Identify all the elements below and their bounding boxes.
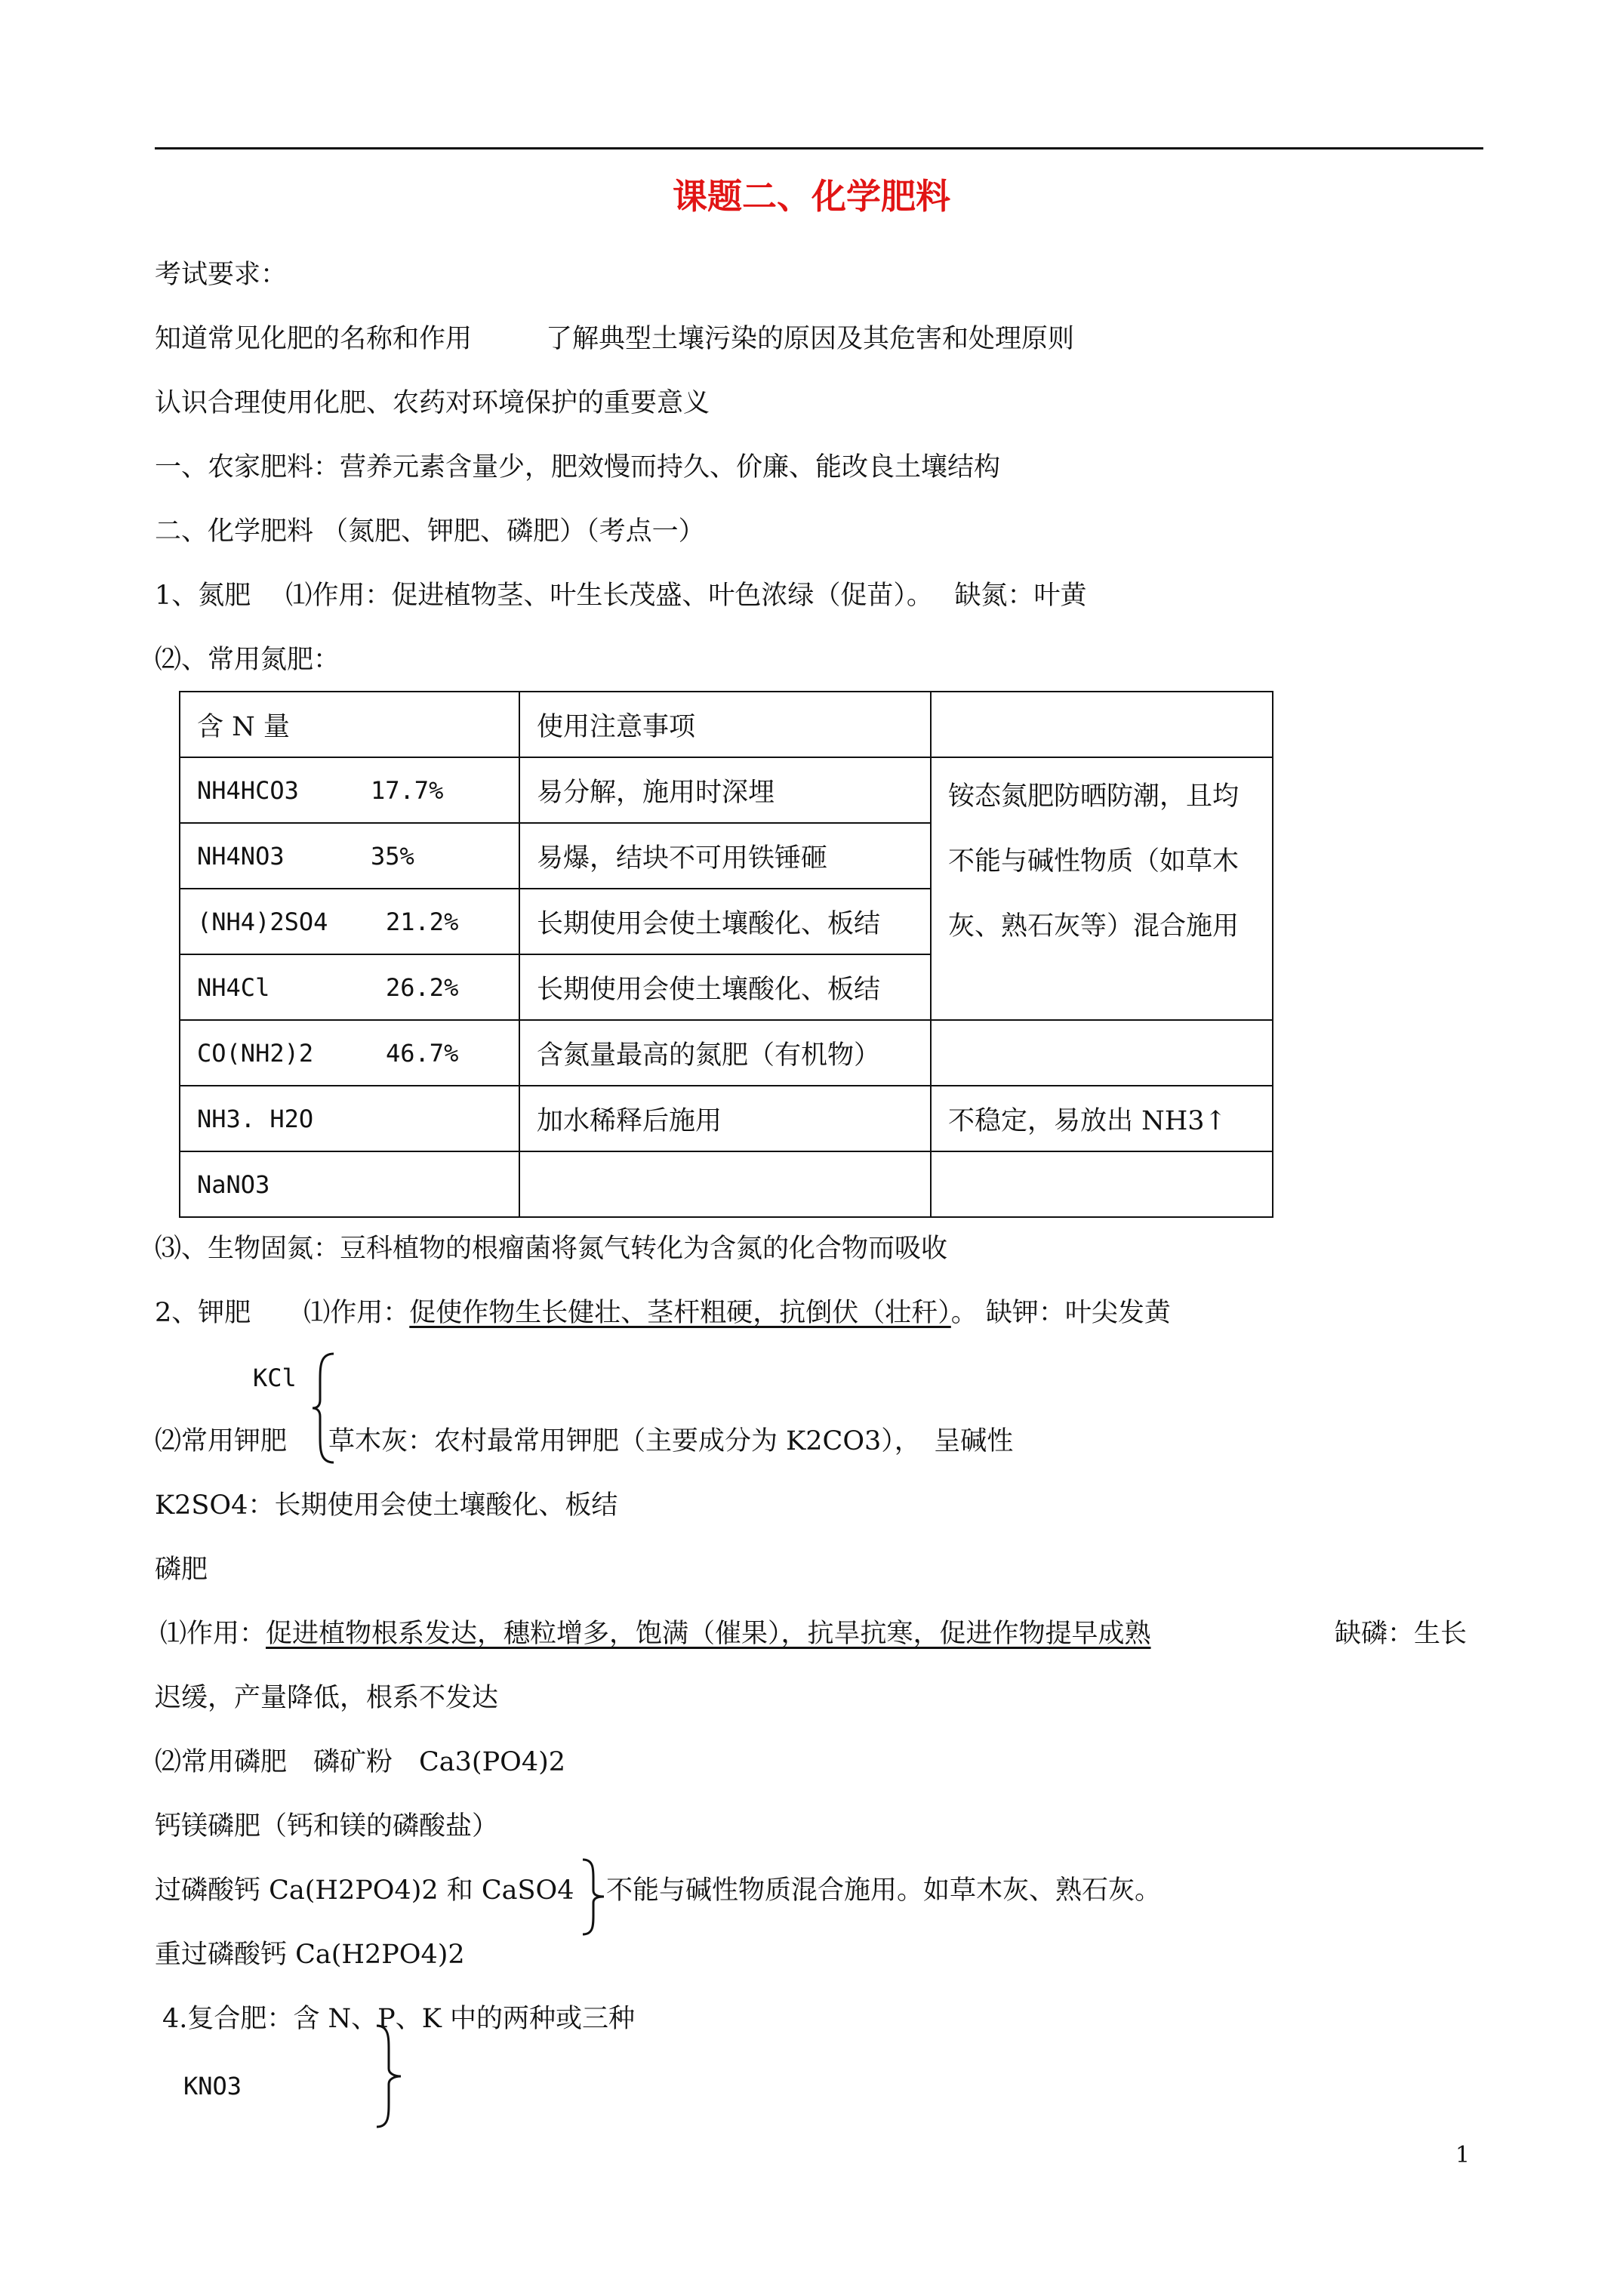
table-row — [180, 757, 1273, 823]
kcl-label: KCl — [253, 1364, 297, 1392]
formula: NH3. H2O — [197, 1104, 314, 1133]
right-brace-icon — [580, 1857, 607, 1937]
compound-fertilizer-line: 4.复合肥：含 N、P、K 中的两种或三种 — [162, 2004, 635, 2034]
note-cell: 长期使用会使土壤酸化、板结 — [519, 889, 931, 954]
nitrogen-percent: 21.2% — [386, 907, 459, 936]
table-row — [180, 1086, 1273, 1151]
kno3-label: KNO3 — [183, 2072, 242, 2100]
header-cell: 含 N 量 — [180, 692, 519, 757]
page-title: 课题二、化学肥料 — [673, 176, 950, 217]
formula: (NH4)2SO4 — [197, 907, 328, 936]
formula: CO(NH2)2 — [197, 1038, 314, 1068]
k2so4-line: K2SO4：长期使用会使土壤酸化、板结 — [155, 1490, 618, 1521]
table-row — [180, 1020, 1273, 1086]
extra-cell — [931, 1020, 1273, 1086]
phosphorus-effect-line — [160, 1621, 1151, 1647]
top-rule — [155, 147, 1483, 149]
formula-cell — [180, 823, 519, 889]
phosphorus-lack-b: 迟缓，产量降低，根系不发达 — [155, 1683, 499, 1713]
formula: NH4HCO3 — [197, 775, 299, 805]
merged-note-cell: 铵态氮肥防晒防潮，且均不能与碱性物质（如草木灰、熟石灰等）混合施用 — [931, 757, 1273, 1020]
formula-cell — [180, 1020, 519, 1086]
note-cell — [519, 1151, 931, 1217]
formula: NH4Cl — [197, 972, 270, 1002]
section-chemical-fertilizer: 二、化学肥料 （氮肥、钾肥、磷肥）（考点一） — [155, 516, 705, 547]
nitrogen-percent: 17.7% — [371, 775, 444, 805]
formula-cell — [180, 954, 519, 1020]
exam-requirements-label: 考试要求： — [155, 260, 288, 290]
formula-cell — [180, 1151, 519, 1217]
extra-cell — [931, 1151, 1273, 1217]
nitrogen-percent: 26.2% — [386, 972, 459, 1002]
potassium-effect-line — [155, 1300, 1171, 1327]
header-cell: 使用注意事项 — [519, 692, 931, 757]
requirement-1a: 知道常见化肥的名称和作用 — [155, 324, 473, 354]
biological-nitrogen-fixation: ⑶、生物固氮：豆科植物的根瘤菌将氮气转化为含氮的化合物而吸收 — [155, 1234, 948, 1264]
phosphorus-lack-a: 缺磷：生长 — [1335, 1619, 1467, 1649]
plant-ash-line: 草木灰：农村最常用钾肥（主要成分为 K2CO3）， 呈碱性 — [328, 1426, 1014, 1456]
nitrogen-effect: 1、氮肥 ⑴作用：促进植物茎、叶生长茂盛、叶色浓绿（促苗）。 缺氮：叶黄 — [155, 581, 1087, 611]
potassium-prefix: 2、钾肥 ⑴作用： — [155, 1298, 410, 1328]
page-number: 1 — [1455, 2142, 1471, 2168]
triple-superphosphate-line: 重过磷酸钙 Ca(H2PO4)2 — [155, 1940, 465, 1970]
header-cell — [931, 692, 1273, 757]
common-potassium-label: ⑵常用钾肥 — [155, 1426, 288, 1456]
table-row — [180, 692, 1273, 757]
note-cell: 长期使用会使土壤酸化、板结 — [519, 954, 931, 1020]
note-cell: 加水稀释后施用 — [519, 1086, 931, 1151]
section-farm-manure: 一、农家肥料：营养元素含量少，肥效慢而持久、价廉、能改良土壤结构 — [155, 452, 1001, 482]
phosphorus-prefix: ⑴作用： — [160, 1619, 266, 1649]
potassium-lack: 。 缺钾：叶尖发黄 — [950, 1298, 1171, 1328]
nitrogen-percent: 46.7% — [386, 1038, 459, 1068]
formula-cell — [180, 757, 519, 823]
note-cell: 易爆，结块不可用铁锤砸 — [519, 823, 931, 889]
potassium-effect: 促使作物生长健壮、茎杆粗硬，抗倒伏（壮秆） — [409, 1298, 951, 1328]
common-phosphorus-line: ⑵常用磷肥 磷矿粉 Ca3(PO4)2 — [155, 1747, 566, 1777]
formula: NH4NO3 — [197, 841, 285, 871]
phosphorus-effect: 促进植物根系发达，穗粒增多，饱满（催果），抗旱抗寒，促进作物提早成熟 — [266, 1619, 1151, 1649]
calcium-magnesium-phosphate: 钙镁磷肥（钙和镁的磷酸盐） — [155, 1811, 499, 1841]
nitrogen-fertilizer-table — [179, 691, 1273, 1218]
phosphorus-title: 磷肥 — [155, 1555, 208, 1585]
table-row — [180, 1151, 1273, 1217]
formula: NaNO3 — [197, 1170, 270, 1199]
nitrogen-percent: 35% — [371, 841, 414, 871]
note-cell: 易分解，施用时深埋 — [519, 757, 931, 823]
common-nitrogen-label: ⑵、常用氮肥： — [155, 645, 340, 675]
superphosphate-line: 过磷酸钙 Ca(H2PO4)2 和 CaSO4 — [155, 1875, 574, 1906]
requirement-2: 认识合理使用化肥、农药对环境保护的重要意义 — [155, 388, 710, 418]
superphosphate-note: 不能与碱性物质混合施用。如草木灰、熟石灰。 — [606, 1875, 1162, 1906]
extra-cell: 不稳定，易放出 NH3↑ — [931, 1086, 1273, 1151]
right-brace-icon — [374, 2023, 404, 2129]
requirement-1b: 了解典型土壤污染的原因及其危害和处理原则 — [546, 324, 1075, 354]
formula-cell — [180, 889, 519, 954]
note-cell: 含氮量最高的氮肥（有机物） — [519, 1020, 931, 1086]
formula-cell — [180, 1086, 519, 1151]
